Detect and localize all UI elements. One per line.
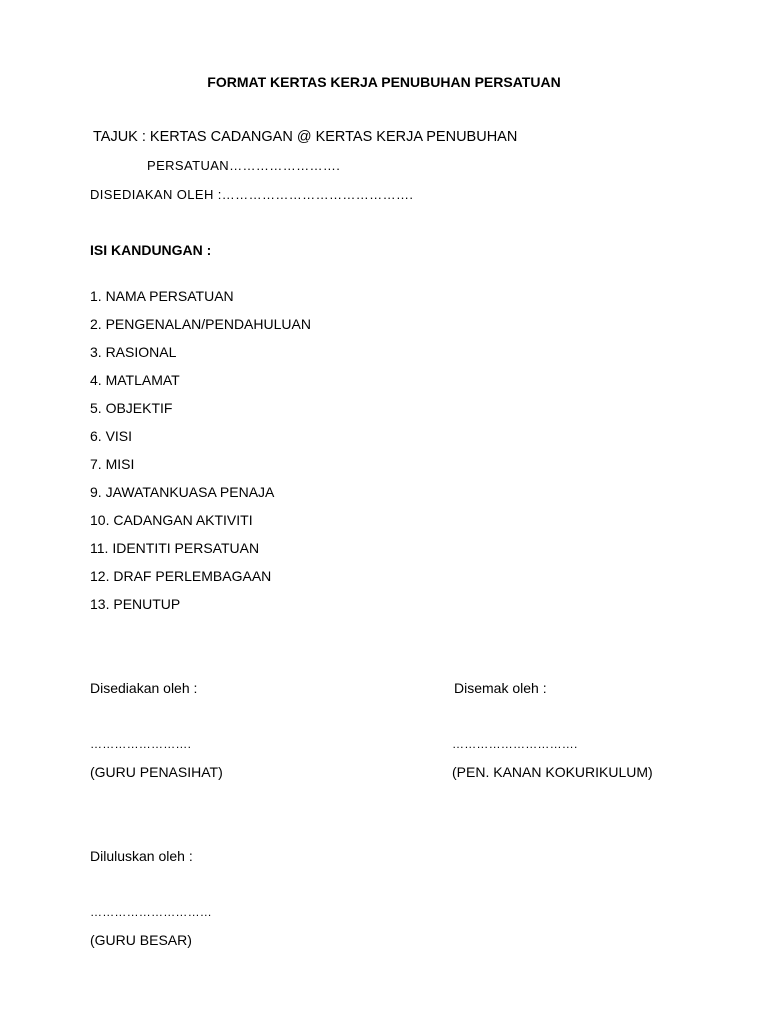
contents-item: 1. NAMA PERSATUAN [90,288,234,304]
contents-item: 10. CADANGAN AKTIVITI [90,512,253,528]
contents-item: 9. JAWATANKUASA PENAJA [90,484,275,500]
contents-item: 2. PENGENALAN/PENDAHULUAN [90,316,311,332]
approved-by-role: (GURU BESAR) [90,932,192,948]
contents-heading: ISI KANDUNGAN : [90,242,212,258]
approved-signature-line: ………………………… [90,905,212,919]
contents-item: 3. RASIONAL [90,344,177,360]
contents-item: 6. VISI [90,428,133,444]
contents-item: 13. PENUTUP [90,596,181,612]
document-title: FORMAT KERTAS KERJA PENUBUHAN PERSATUAN [207,74,561,90]
prepared-by-field: DISEDIAKAN OLEH :……………………………………. [90,187,414,202]
contents-item: 5. OBJEKTIF [90,400,173,416]
tajuk-line-continued: PERSATUAN……………………. [147,158,341,173]
approved-by-label: Diluluskan oleh : [90,848,193,864]
checked-by-role: (PEN. KANAN KOKURIKULUM) [452,764,653,780]
prepared-by-role: (GURU PENASIHAT) [90,764,223,780]
prepared-signature-line: ……………………. [90,737,192,751]
contents-item: 11. IDENTITI PERSATUAN [90,540,260,556]
prepared-by-label: Disediakan oleh : [90,680,198,696]
contents-item: 12. DRAF PERLEMBAGAAN [90,568,272,584]
contents-item: 7. MISI [90,456,135,472]
contents-list [90,286,311,622]
checked-by-label: Disemak oleh : [454,680,547,696]
tajuk-line: TAJUK : KERTAS CADANGAN @ KERTAS KERJA PENUBUHAN [93,129,518,145]
checked-signature-line: …………………………. [452,737,578,751]
contents-item: 4. MATLAMAT [90,372,180,388]
